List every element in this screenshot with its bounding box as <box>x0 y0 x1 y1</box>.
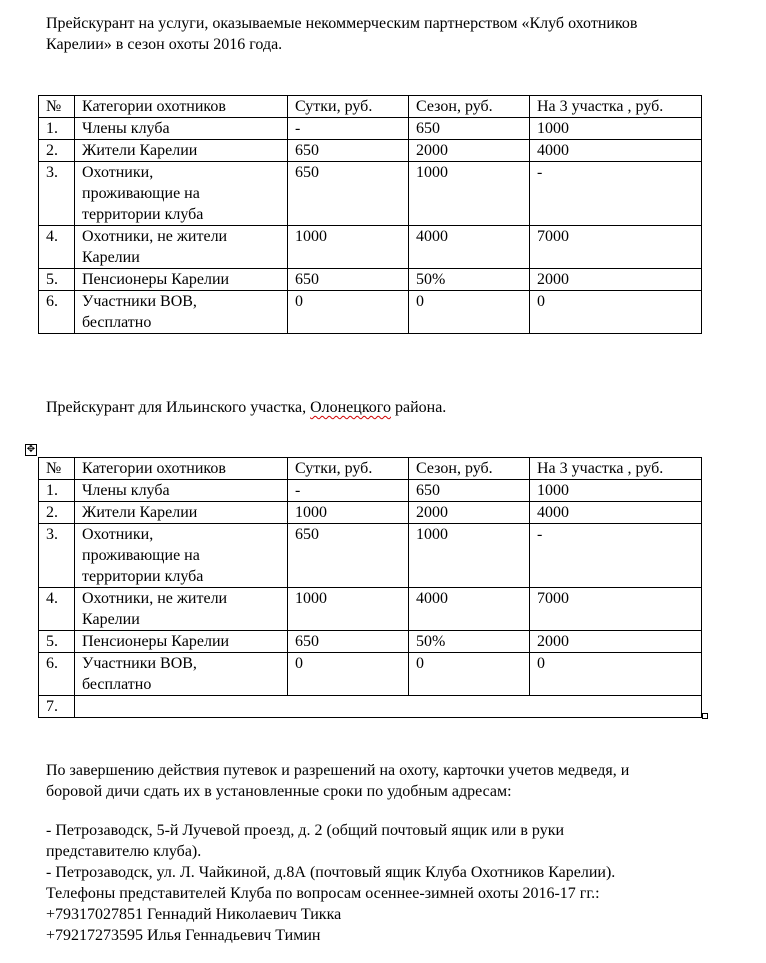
row-number: 1. <box>39 480 75 502</box>
row-day-price: 1000 <box>288 588 409 631</box>
table-move-handle-icon[interactable]: ✥ <box>26 444 36 455</box>
intro-line-2: Карелии» в сезон охоты 2016 года. <box>46 36 283 53</box>
table-row <box>39 140 702 162</box>
price-table-ilyinsky <box>38 457 702 718</box>
row-season-price: 2000 <box>409 502 530 524</box>
table-row <box>39 480 702 502</box>
row-three-areas-price: 0 <box>530 291 702 334</box>
table-row <box>39 524 702 588</box>
row-three-areas-price: 1000 <box>530 480 702 502</box>
row-season-price: 4000 <box>409 226 530 269</box>
table-row <box>39 588 702 631</box>
row-day-price: 650 <box>288 140 409 162</box>
intro-paragraph <box>46 13 637 55</box>
contact-1: +79317027851 Геннадий Николаевич Тикка <box>46 906 342 923</box>
return-instructions <box>46 760 629 802</box>
row-season-price: 1000 <box>409 162 530 226</box>
table-row <box>39 269 702 291</box>
header-season-price: Сезон, руб. <box>409 458 530 480</box>
row-number: 2. <box>39 140 75 162</box>
table-row <box>39 653 702 696</box>
row-day-price: - <box>288 118 409 140</box>
row-category: Участники ВОВ, бесплатно <box>75 653 288 696</box>
row-category: Пенсионеры Карелии <box>75 631 288 653</box>
row-day-price: 650 <box>288 162 409 226</box>
row-three-areas-price: 4000 <box>530 502 702 524</box>
row-number: 2. <box>39 502 75 524</box>
contact-2: +79217273595 Илья Геннадьевич Тимин <box>46 927 321 944</box>
row-day-price: - <box>288 480 409 502</box>
row-three-areas-price: 1000 <box>530 118 702 140</box>
row-day-price: 1000 <box>288 226 409 269</box>
row-category: Участники ВОВ, бесплатно <box>75 291 288 334</box>
row-season-price: 50% <box>409 269 530 291</box>
header-number: № <box>39 458 75 480</box>
row-three-areas-price: 2000 <box>530 631 702 653</box>
table-row <box>39 118 702 140</box>
address-1-line-2: представителю клуба). <box>46 843 202 860</box>
row-three-areas-price: - <box>530 162 702 226</box>
table-row-empty <box>39 696 702 718</box>
table-row <box>39 291 702 334</box>
row-number: 5. <box>39 269 75 291</box>
table-row <box>39 502 702 524</box>
table-header-row <box>39 458 702 480</box>
row-number: 3. <box>39 162 75 226</box>
row-number: 3. <box>39 524 75 588</box>
row-number: 7. <box>39 696 75 718</box>
row-category: Охотники, не жители Карелии <box>75 588 288 631</box>
table-header-row <box>39 96 702 118</box>
row-category: Охотники, проживающие на территории клуба <box>75 524 288 588</box>
row-number: 6. <box>39 291 75 334</box>
row-category: Жители Карелии <box>75 502 288 524</box>
row-day-price: 650 <box>288 524 409 588</box>
row-category: Члены клуба <box>75 118 288 140</box>
row-day-price: 650 <box>288 269 409 291</box>
intro-line-1: Прейскурант на услуги, оказываемые некоммерческим партнерством «Клуб охотников <box>46 15 638 32</box>
row-category: Жители Карелии <box>75 140 288 162</box>
row-number: 1. <box>39 118 75 140</box>
return-instructions-line-2: боровой дичи сдать их в установленные сроки по удобным адресам: <box>46 783 512 800</box>
row-season-price: 650 <box>409 118 530 140</box>
row-number: 5. <box>39 631 75 653</box>
row-season-price: 50% <box>409 631 530 653</box>
misspelled-word[interactable]: Олонецкого <box>310 399 391 416</box>
row-category: Пенсионеры Карелии <box>75 269 288 291</box>
table-row <box>39 162 702 226</box>
return-instructions-line-1: По завершению действия путевок и разрешений на охоту, карточки учетов медведя, и <box>46 762 630 779</box>
addresses-and-contacts <box>46 820 615 946</box>
header-category: Категории охотников <box>75 96 288 118</box>
row-category: Охотники, не жители Карелии <box>75 226 288 269</box>
row-category: Охотники, проживающие на территории клуба <box>75 162 288 226</box>
row-day-price: 650 <box>288 631 409 653</box>
row-three-areas-price: - <box>530 524 702 588</box>
table-row <box>39 631 702 653</box>
row-three-areas-price: 2000 <box>530 269 702 291</box>
header-category: Категории охотников <box>75 458 288 480</box>
header-day-price: Сутки, руб. <box>288 458 409 480</box>
row-three-areas-price: 0 <box>530 653 702 696</box>
row-three-areas-price: 4000 <box>530 140 702 162</box>
header-day-price: Сутки, руб. <box>288 96 409 118</box>
row-day-price: 1000 <box>288 502 409 524</box>
row-three-areas-price: 7000 <box>530 588 702 631</box>
header-three-areas-price: На 3 участка , руб. <box>530 458 702 480</box>
row-season-price: 0 <box>409 291 530 334</box>
row-day-price: 0 <box>288 291 409 334</box>
table-row <box>39 226 702 269</box>
row-season-price: 650 <box>409 480 530 502</box>
row-season-price: 2000 <box>409 140 530 162</box>
price-table-main <box>38 95 702 334</box>
row-season-price: 4000 <box>409 588 530 631</box>
row-day-price: 0 <box>288 653 409 696</box>
row-number: 4. <box>39 226 75 269</box>
row-number: 6. <box>39 653 75 696</box>
empty-merged-cell[interactable] <box>75 696 702 718</box>
row-season-price: 0 <box>409 653 530 696</box>
header-number: № <box>39 96 75 118</box>
header-season-price: Сезон, руб. <box>409 96 530 118</box>
row-number: 4. <box>39 588 75 631</box>
row-season-price: 1000 <box>409 524 530 588</box>
address-1-line-1: - Петрозаводск, 5-й Лучевой проезд, д. 2 (общий почтовый ящик или в руки <box>46 822 565 839</box>
row-category: Члены клуба <box>75 480 288 502</box>
address-2: - Петрозаводск, ул. Л. Чайкиной, д.8А (почтовый ящик Клуба Охотников Карелии). <box>46 864 616 881</box>
table-resize-handle[interactable] <box>702 713 708 719</box>
row-three-areas-price: 7000 <box>530 226 702 269</box>
phones-title: Телефоны представителей Клуба по вопросам осеннее-зимней охоты 2016-17 гг.: <box>46 885 600 902</box>
header-three-areas-price: На 3 участка , руб. <box>530 96 702 118</box>
ilyinsky-section-title: Прейскурант для Ильинского участка, Олонецкого района. <box>46 399 447 416</box>
